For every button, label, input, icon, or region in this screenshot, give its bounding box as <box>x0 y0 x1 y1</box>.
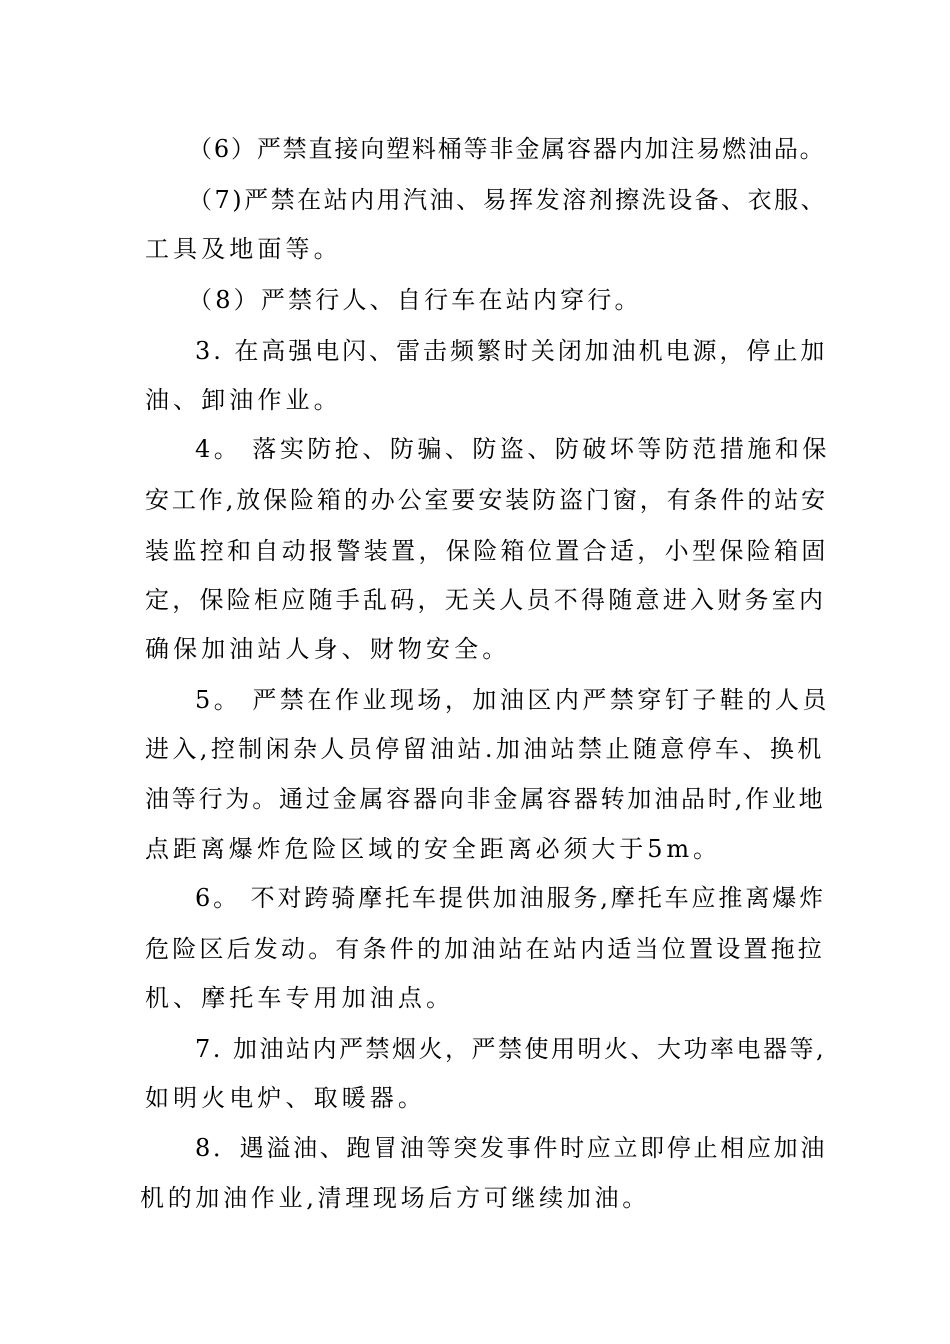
text-line-section-4: 装监控和自动报警装置，保险箱位置合适，小型保险箱固 <box>145 537 829 565</box>
text-line-section-5-start: 5。 严禁在作业现场，加油区内严禁穿钉子鞋的人员 <box>195 686 830 714</box>
text-line-section-8-start: 8．遇溢油、跑冒油等突发事件时应立即停止相应加油 <box>195 1134 828 1162</box>
text-line-section-4-end: 确保加油站人身、财物安全。 <box>145 635 511 663</box>
text-line-section-6-start: 6。 不对跨骑摩托车提供加油服务,摩托车应推离爆炸 <box>195 884 827 912</box>
text-line-item-6: （6）严禁直接向塑料桶等非金属容器内加注易燃油品。 <box>188 135 826 163</box>
text-line-section-7-end: 如明火电炉、取暖器。 <box>145 1084 426 1112</box>
text-line-section-6: 危险区后发动。有条件的加油站在站内适当位置设置拖拉 <box>145 935 825 963</box>
text-line-section-6-end: 机、摩托车专用加油点。 <box>145 984 455 1012</box>
text-line-section-4: 安工作,放保险箱的办公室要安装防盗门窗，有条件的站安 <box>145 486 829 514</box>
text-line-section-7-start: 7. 加油站内严禁烟火，严禁使用明火、大功率电器等, <box>195 1035 827 1063</box>
text-line-item-8: （8）严禁行人、自行车在站内穿行。 <box>188 286 642 314</box>
text-line-section-3-end: 油、卸油作业。 <box>145 386 342 414</box>
text-line-item-7-start: （7)严禁在站内用汽油、易挥发溶剂擦洗设备、衣服、 <box>188 186 828 214</box>
text-line-section-4-start: 4。 落实防抢、防骗、防盗、防破坏等防范措施和保 <box>195 435 830 463</box>
text-line-section-5-end: 点距离爆炸危险区域的安全距离必须大于5m。 <box>145 835 721 863</box>
text-line-section-5: 进入,控制闲杂人员停留油站.加油站禁止随意停车、换机 <box>145 735 825 763</box>
text-line-section-5: 油等行为。通过金属容器向非金属容器转加油品时,作业地 <box>145 785 826 813</box>
text-line-section-3-start: 3. 在高强电闪、雷击频繁时关闭加油机电源，停止加 <box>195 337 828 365</box>
text-line-section-8-end: 机的加油作业,清理现场后方可继续加油。 <box>140 1184 650 1212</box>
text-line-item-7-end: 工具及地面等。 <box>145 235 342 263</box>
text-line-section-4: 定，保险柜应随手乱码，无关人员不得随意进入财务室内 <box>145 586 827 614</box>
